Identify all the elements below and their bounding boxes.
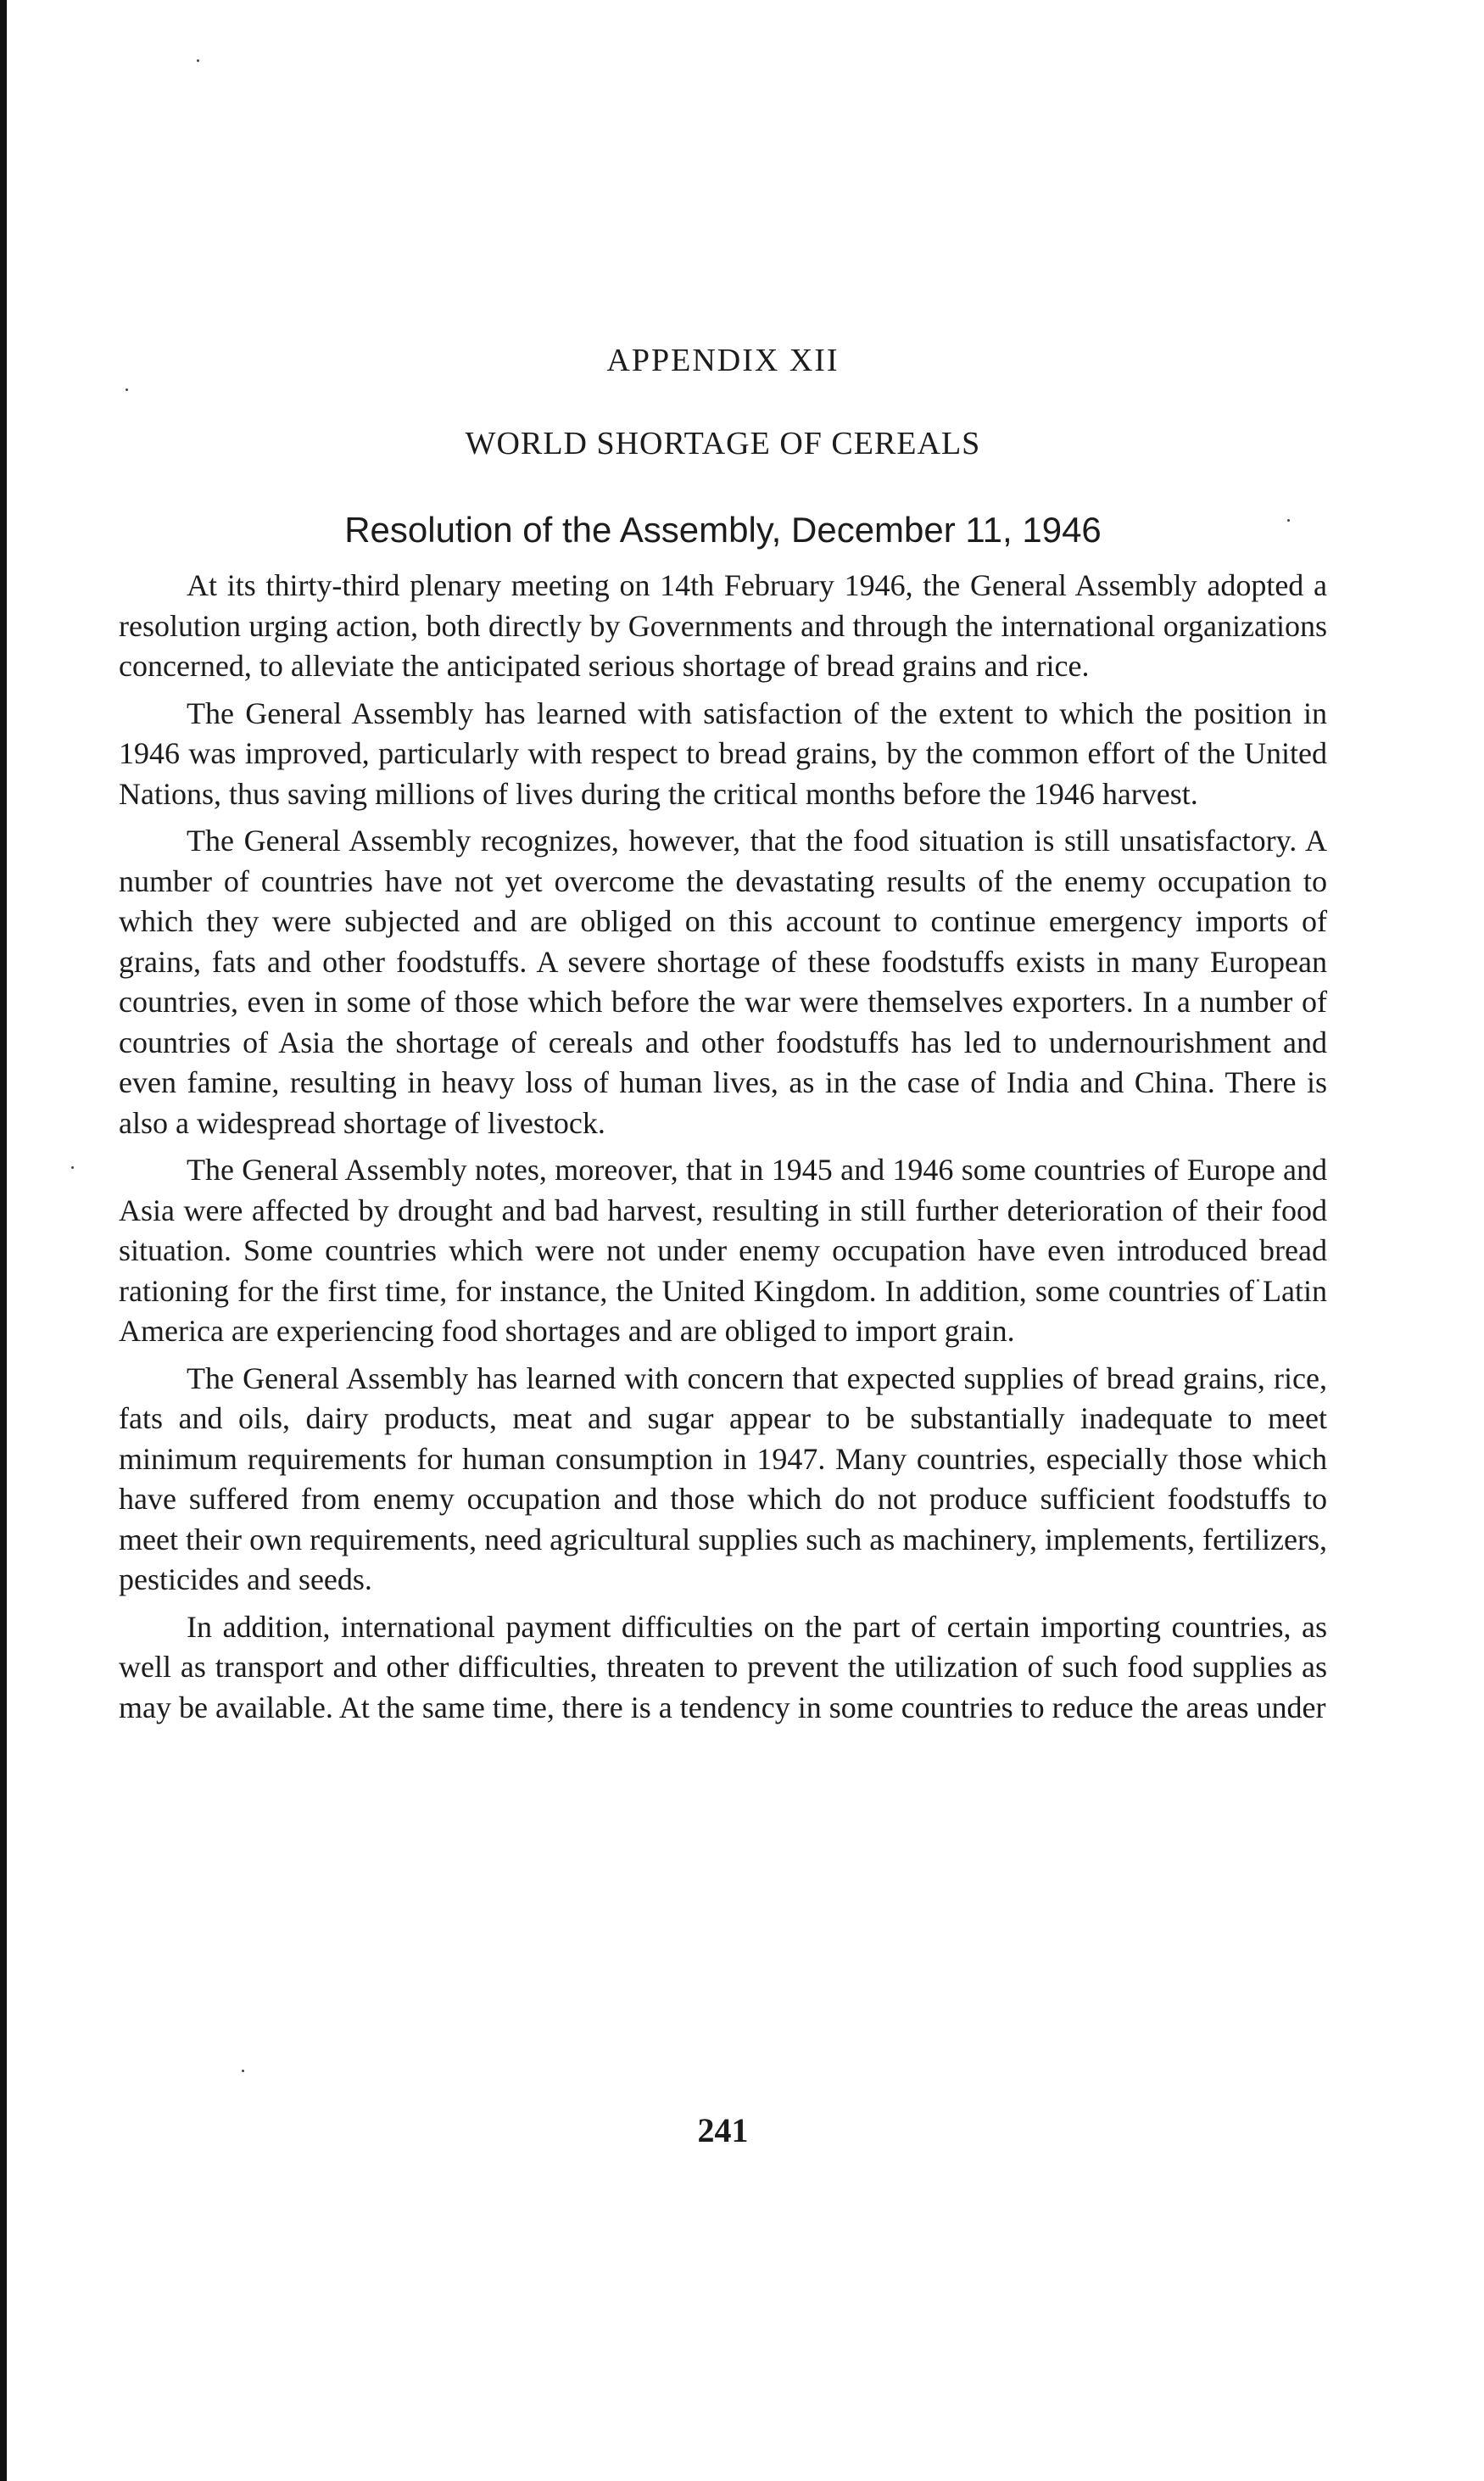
page-binding-edge [0, 0, 7, 2481]
paragraph: The General Assembly has learned with concern that expected supplies of bread grains, rice, fats and oils, dairy products, meat and sugar appear to be substantially inadequate to meet minimum requirements for human consumption in 1947. Many countries, especially those which have suffered from enemy occupation and those which do not produce sufficient foodstuffs to meet their own requirements, need agricultural supplies such as machinery, implements, fertilizers, pesticides and seeds. [119, 1361, 1327, 1596]
scan-speck [197, 59, 199, 62]
scan-speck [71, 1166, 74, 1169]
page-number: 241 [697, 2111, 749, 2149]
resolution-title: Resolution of the Assembly, December 11, 1946 [344, 510, 1102, 550]
document-body [119, 566, 1327, 1728]
paragraph: The General Assembly has learned with satisfaction of the extent to which the position in 1946 was improved, particularly with respect to bread grains, by the common effort of the United Nations, thus saving millions of lives during the critical months before the 1946 harvest. [119, 696, 1327, 811]
section-title: WORLD SHORTAGE OF CEREALS [465, 426, 981, 461]
document-page [119, 335, 1327, 1735]
appendix-label: APPENDIX XII [606, 343, 840, 378]
paragraph: The General Assembly notes, moreover, that in 1945 and 1946 some countries of Europe and Asia were affected by drought and bad harvest, resulting in still further deterioration of their food situation. Some countries which were not under enemy occupation have even introduced bread rationing for the first time, for instance, the United Kingdom. In addition, some countries of Latin America are experiencing food shortages and are obliged to import grain. [119, 1153, 1327, 1348]
paragraph: In addition, international payment difficulties on the part of certain importing countries, as well as transport and other difficulties, threaten to prevent the utilization of such food supplies as may be available. At the same time, there is a tendency in some countries to reduce the areas under [119, 1609, 1327, 1724]
paragraph: The General Assembly recognizes, however, that the food situation is still unsatisfactory. A number of countries have not yet overcome the devastating results of the enemy occupation to which they were subjected and are obliged on this account to continue emergency imports of grains, fats and other foodstuffs. A severe shortage of these foodstuffs exists in many European countries, even in some of those which before the war were themselves exporters. In a number of countries of Asia the shortage of cereals and other foodstuffs has led to undernourishment and even famine, resulting in heavy loss of human lives, as in the case of India and China. There is also a widespread shortage of livestock. [119, 824, 1327, 1140]
paragraph: At its thirty-third plenary meeting on 14th February 1946, the General Assembly adopted a resolution urging action, both directly by Governments and through the international organizations concerned, to alleviate the anticipated serious shortage of bread grains and rice. [119, 568, 1327, 683]
scan-speck [242, 2070, 244, 2072]
